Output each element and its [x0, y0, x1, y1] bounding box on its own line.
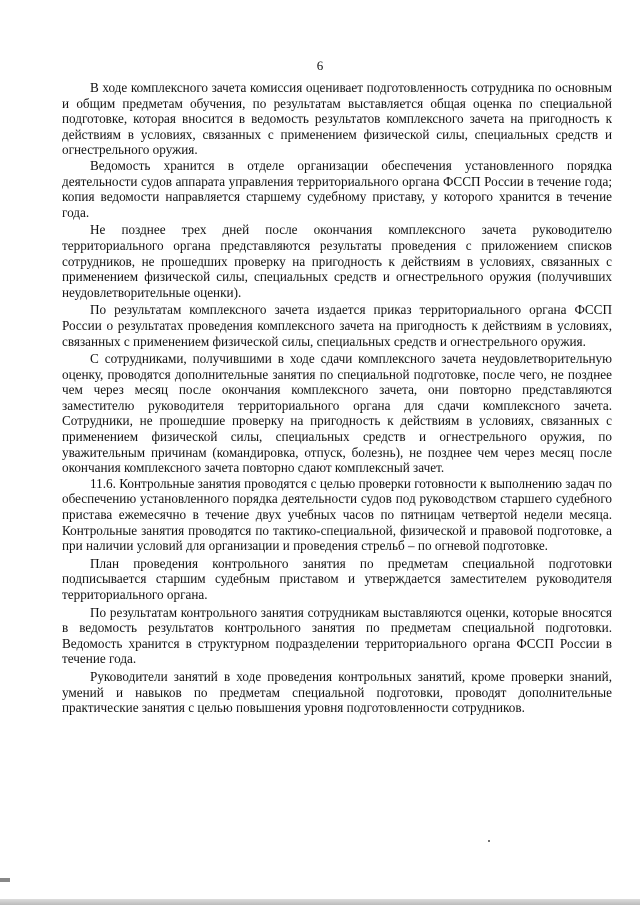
paragraph-control-sessions: 11.6. Контрольные занятия проводятся с целью проверки готовности к выполнению задач по обеспечению установленного порядка деятельности судов под руководством старшего судебного пристава ежемесячно в течение двух учебных часов по пятницам четвертой недели месяца. Контрольные занятия проводятся по тактико-специальной, физической и правовой подготовке, а при наличии условий для организации и проведения стрельб – по огневой подготовке.	[62, 475, 612, 554]
page-number: 6	[316, 58, 324, 73]
paragraph-complex-test-assessment: В ходе комплексного зачета комиссия оценивает подготовленность сотрудника по основным и общим предметам обучения, по результатам выставляется общая оценка по специальной подготовке, которая вносится в ведомость результатов комплексного зачета на пригодность к действиям в условиях, связанных с применением физической силы, специальных средств и огнестрельного оружия.	[62, 80, 612, 158]
paragraph-order-issuance: По результатам комплексного зачета издается приказ территориального органа ФССП России о результатах проведения комплексного зачета на пригодность к действиям в условиях, связанных с применением физической силы, специальных средств и огнестрельного оружия.	[62, 302, 612, 349]
paragraph-control-results: По результатам контрольного занятия сотрудникам выставляются оценки, которые вносятся в ведомость результатов контрольного занятия по предметам специальной подготовки. Ведомость хранится в структурном подразделении территориального органа ФССП России в течение года.	[62, 604, 612, 667]
scan-edge-mark	[0, 878, 10, 882]
scan-speck	[488, 840, 490, 842]
paragraph-session-leaders: Руководители занятий в ходе проведения контрольных занятий, кроме проверки знаний, умений и навыков по предметам специальной подготовки, проводят дополнительные практические занятия с целью повышения уровня подготовленности сотрудников.	[62, 668, 612, 716]
paragraph-record-storage: Ведомость хранится в отделе организации обеспечения установленного порядка деятельности судов аппарата управления территориального органа ФССП России в течение года; копия ведомости направляется старшему судебному приставу, у которого хранится в течение года.	[62, 157, 612, 220]
scan-bottom-edge	[0, 899, 640, 905]
document-body	[62, 80, 612, 716]
paragraph-retake-procedure: С сотрудниками, получившими в ходе сдачи комплексного зачета неудовлетворительную оценку, проводятся дополнительные занятия по специальной подготовке, после чего, не позднее чем через месяц после окончания комплексного зачета, они повторно представляются заместителю руководителя территориального органа для сдачи комплексного зачета. Сотрудники, не прошедшие проверку на пригодность к действиям в условиях, связанных с применением физической силы, специальных средств и огнестрельного оружия, по уважительным причинам (командировка, отпуск, болезнь), не позднее чем через месяц после окончания комплексного зачета повторно сдают комплексный зачет.	[62, 351, 612, 476]
paragraph-results-submission: Не позднее трех дней после окончания комплексного зачета руководителю территориального органа представляются результаты проведения с приложением списков сотрудников, не прошедших проверку на пригодность к действиям в условиях, связанных с применением физической силы, специальных средств и огнестрельного оружия (получивших неудовлетворительные оценки).	[62, 222, 612, 300]
paragraph-control-plan: План проведения контрольного занятия по предметам специальной подготовки подписывается старшим судебным приставом и утверждается заместителем руководителя территориального органа.	[62, 555, 612, 602]
